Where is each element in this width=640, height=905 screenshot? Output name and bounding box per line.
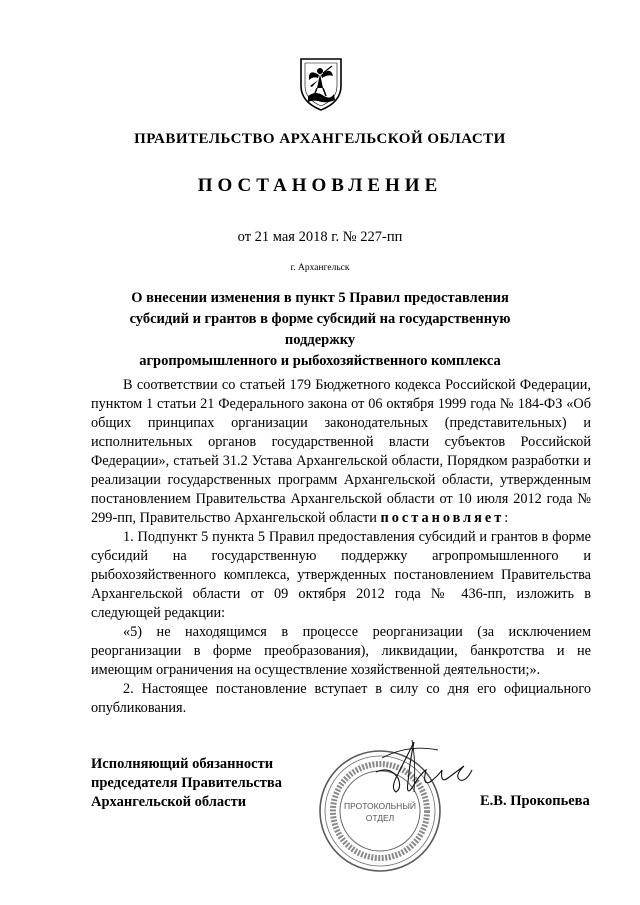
signatory-position	[91, 755, 282, 812]
item-2-paragraph: 2. Настоящее постановление вступает в силу со дня его официального опубликования.	[91, 681, 591, 716]
city-name: г. Архангельск	[290, 263, 350, 273]
preamble-text: В соответствии со статьей 179 Бюджетного кодекса Российской Федерации, пунктом 1 статьи 21 Федерального закона от 06 октября 1999 года № 184-ФЗ «Об общих принципах организации законодательных (представительных) и исполнительных органов государственной власти субъектов Российской Федерации», статьей 31.2 Устава Архангельской области, Порядком разработки и реализации государственных программ Архангельской области, утвержденным постановлением Правительства Архангельской области от 10 июля 2012 года № 299-пп, Правительство Архангельской области	[91, 377, 591, 526]
quoted-text-paragraph: «5) не находящимся в процессе реорганизации (за исключением реорганизации в форме преобразования), ликвидации, банкротства и не имеющим ограничения на осуществление хозяйственной деятельности;».	[91, 624, 591, 678]
decree-colon: :	[504, 510, 509, 526]
item-1-paragraph: 1. Подпункт 5 пункта 5 Правил предоставления субсидий и грантов в форме субсидий на государственную поддержку агропромышленного и рыбохозяйственного комплекса, утвержденных постановлением Правительства Архангельской области от 09 октября 2012 года № 436-пп, изложить в следующей редакции:	[91, 529, 591, 621]
handwritten-signature	[368, 730, 478, 810]
date-number: от 21 мая 2018 г. № 227-пп	[237, 229, 403, 245]
signatory-name: Е.В. Прокопьева	[480, 793, 590, 809]
government-name: ПРАВИТЕЛЬСТВО АРХАНГЕЛЬСКОЙ ОБЛАСТИ	[134, 131, 506, 147]
position-line-2: председателя Правительства	[91, 775, 283, 791]
document-type: ПОСТАНОВЛЕНИЕ	[197, 175, 443, 196]
seal-text-line-2: ОТДЕЛ	[365, 813, 395, 823]
preamble-paragraph	[91, 376, 591, 528]
document-title	[100, 288, 540, 372]
position-line-1: Исполняющий обязанности	[91, 756, 274, 772]
position-line-3: Архангельской области	[91, 794, 247, 810]
decree-word: постановляет	[380, 510, 505, 526]
document-body	[91, 376, 591, 718]
title-line-2: субсидий и грантов в форме субсидий на государственную поддержку	[129, 311, 511, 348]
coat-of-arms-emblem	[298, 56, 344, 112]
title-line-1: О внесении изменения в пункт 5 Правил предоставления	[131, 290, 509, 306]
seal-text-line-1: ПРОТОКОЛЬНЫЙ	[344, 801, 416, 811]
title-line-3: агропромышленного и рыбохозяйственного комплекса	[139, 353, 501, 369]
